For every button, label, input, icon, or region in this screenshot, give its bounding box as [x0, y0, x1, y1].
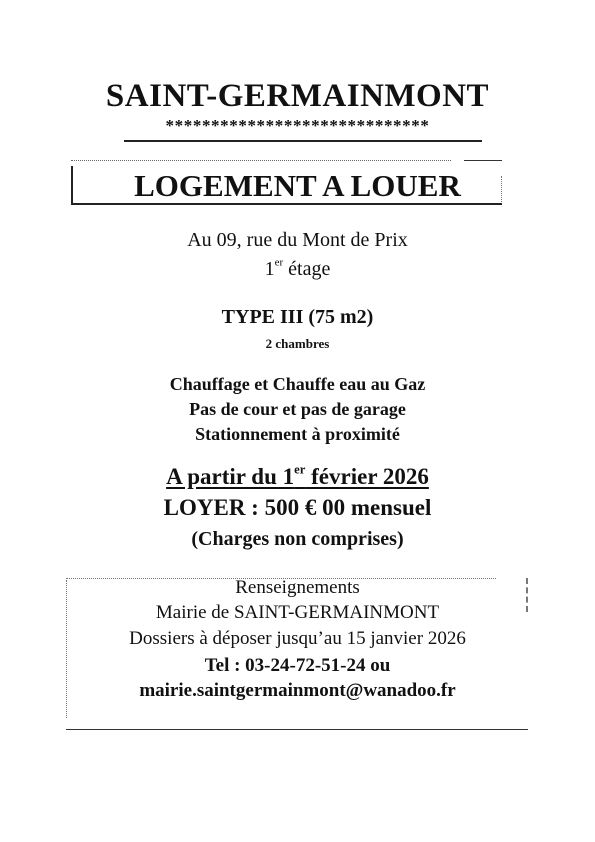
feature-no-yard-garage: Pas de cour et pas de garage — [189, 399, 406, 419]
feature-parking: Stationnement à proximité — [195, 424, 400, 444]
availability-suffix: février 2026 — [305, 464, 429, 489]
floor-superscript: er — [274, 256, 284, 269]
info-email: mairie.saintgermainmont@wanadoo.fr — [139, 680, 456, 701]
page-title: LOGEMENT A LOUER — [134, 168, 461, 203]
feature-heating: Chauffage et Chauffe eau au Gaz — [169, 374, 426, 394]
info-phone: Tel : 03-24-72-51-24 ou — [204, 655, 391, 676]
property-type: TYPE III (75 m2) — [221, 306, 374, 328]
floor-word: étage — [283, 258, 331, 280]
info-heading: Renseignements — [235, 577, 360, 598]
address-street: Au 09, rue du Mont de Prix — [187, 229, 408, 251]
info-bottom-line — [66, 729, 528, 730]
availability-superscript: er — [294, 462, 306, 477]
frame-top-solid-line — [464, 160, 502, 161]
frame-top-dotted-line — [71, 160, 451, 161]
property-rooms: 2 chambres — [265, 336, 330, 351]
info-frame — [66, 578, 528, 730]
availability-date — [0, 464, 595, 490]
info-deadline: Dossiers à déposer jusqu’au 15 janvier 2026 — [129, 628, 466, 649]
rent-charges-note: (Charges non comprises) — [191, 528, 404, 550]
star-divider: ***************************** — [165, 116, 430, 135]
floor-number: 1 — [264, 258, 275, 280]
info-office: Mairie de SAINT-GERMAINMONT — [155, 602, 440, 623]
town-name: SAINT-GERMAINMONT — [105, 78, 490, 114]
divider-line — [124, 140, 482, 142]
address-floor — [0, 258, 595, 281]
availability-prefix: A partir du 1 — [166, 464, 295, 489]
rent-amount: LOYER : 500 € 00 mensuel — [163, 495, 432, 520]
